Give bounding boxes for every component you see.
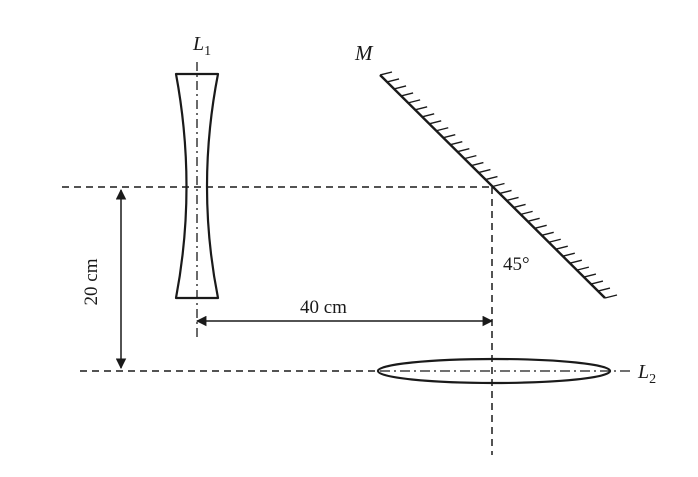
mirror-hatch-mark — [401, 93, 413, 96]
mirror-hatch-mark — [457, 149, 469, 152]
mirror-hatch-mark — [394, 86, 406, 89]
mirror-hatch-mark — [422, 114, 434, 117]
mirror-hatch-mark — [535, 225, 547, 228]
mirror-hatch-mark — [415, 107, 427, 110]
mirror-hatch-mark — [584, 274, 596, 277]
mirror-hatch-mark — [485, 177, 497, 180]
mirror-hatch-mark — [500, 190, 512, 193]
mirror-hatch-mark — [577, 267, 589, 270]
mirror-hatch-mark — [528, 218, 540, 221]
mirror-hatch-mark — [542, 232, 554, 235]
mirror-hatch-mark — [507, 197, 519, 200]
mirror-hatch-mark — [471, 163, 483, 166]
lens1-label: $L_1$ — [193, 33, 212, 59]
mirror-hatch-mark — [464, 156, 476, 159]
mirror-hatch-mark — [436, 128, 448, 131]
mirror-hatch-mark — [450, 142, 462, 145]
mirror-hatch-mark — [493, 184, 505, 187]
mirror-hatch-mark — [591, 281, 603, 284]
mirror-hatch-mark — [478, 170, 490, 173]
horizontal-distance-label: 40 cm — [300, 297, 347, 318]
vertical-distance-label: 20 cm — [81, 258, 102, 306]
angle-label: 45° — [503, 254, 530, 275]
mirror-hatch-mark — [549, 239, 561, 242]
mirror-hatch-mark — [387, 79, 399, 82]
mirror-hatch-mark — [380, 72, 392, 75]
mirror-hatch-mark — [570, 260, 582, 263]
mirror-label: M — [355, 41, 373, 65]
mirror-hatch-mark — [514, 204, 526, 207]
mirror-hatch-mark — [563, 253, 575, 256]
mirror-hatch-mark — [598, 288, 610, 291]
lens2-label: $L_2$ — [638, 361, 657, 387]
mirror-hatch-mark — [521, 211, 533, 214]
mirror-hatch-mark — [556, 246, 568, 249]
mirror-hatch-mark — [408, 100, 420, 103]
mirror-hatching — [380, 72, 617, 298]
mirror-hatch-mark — [605, 295, 617, 298]
mirror-hatch-mark — [443, 135, 455, 138]
mirror-hatch-mark — [429, 121, 441, 124]
